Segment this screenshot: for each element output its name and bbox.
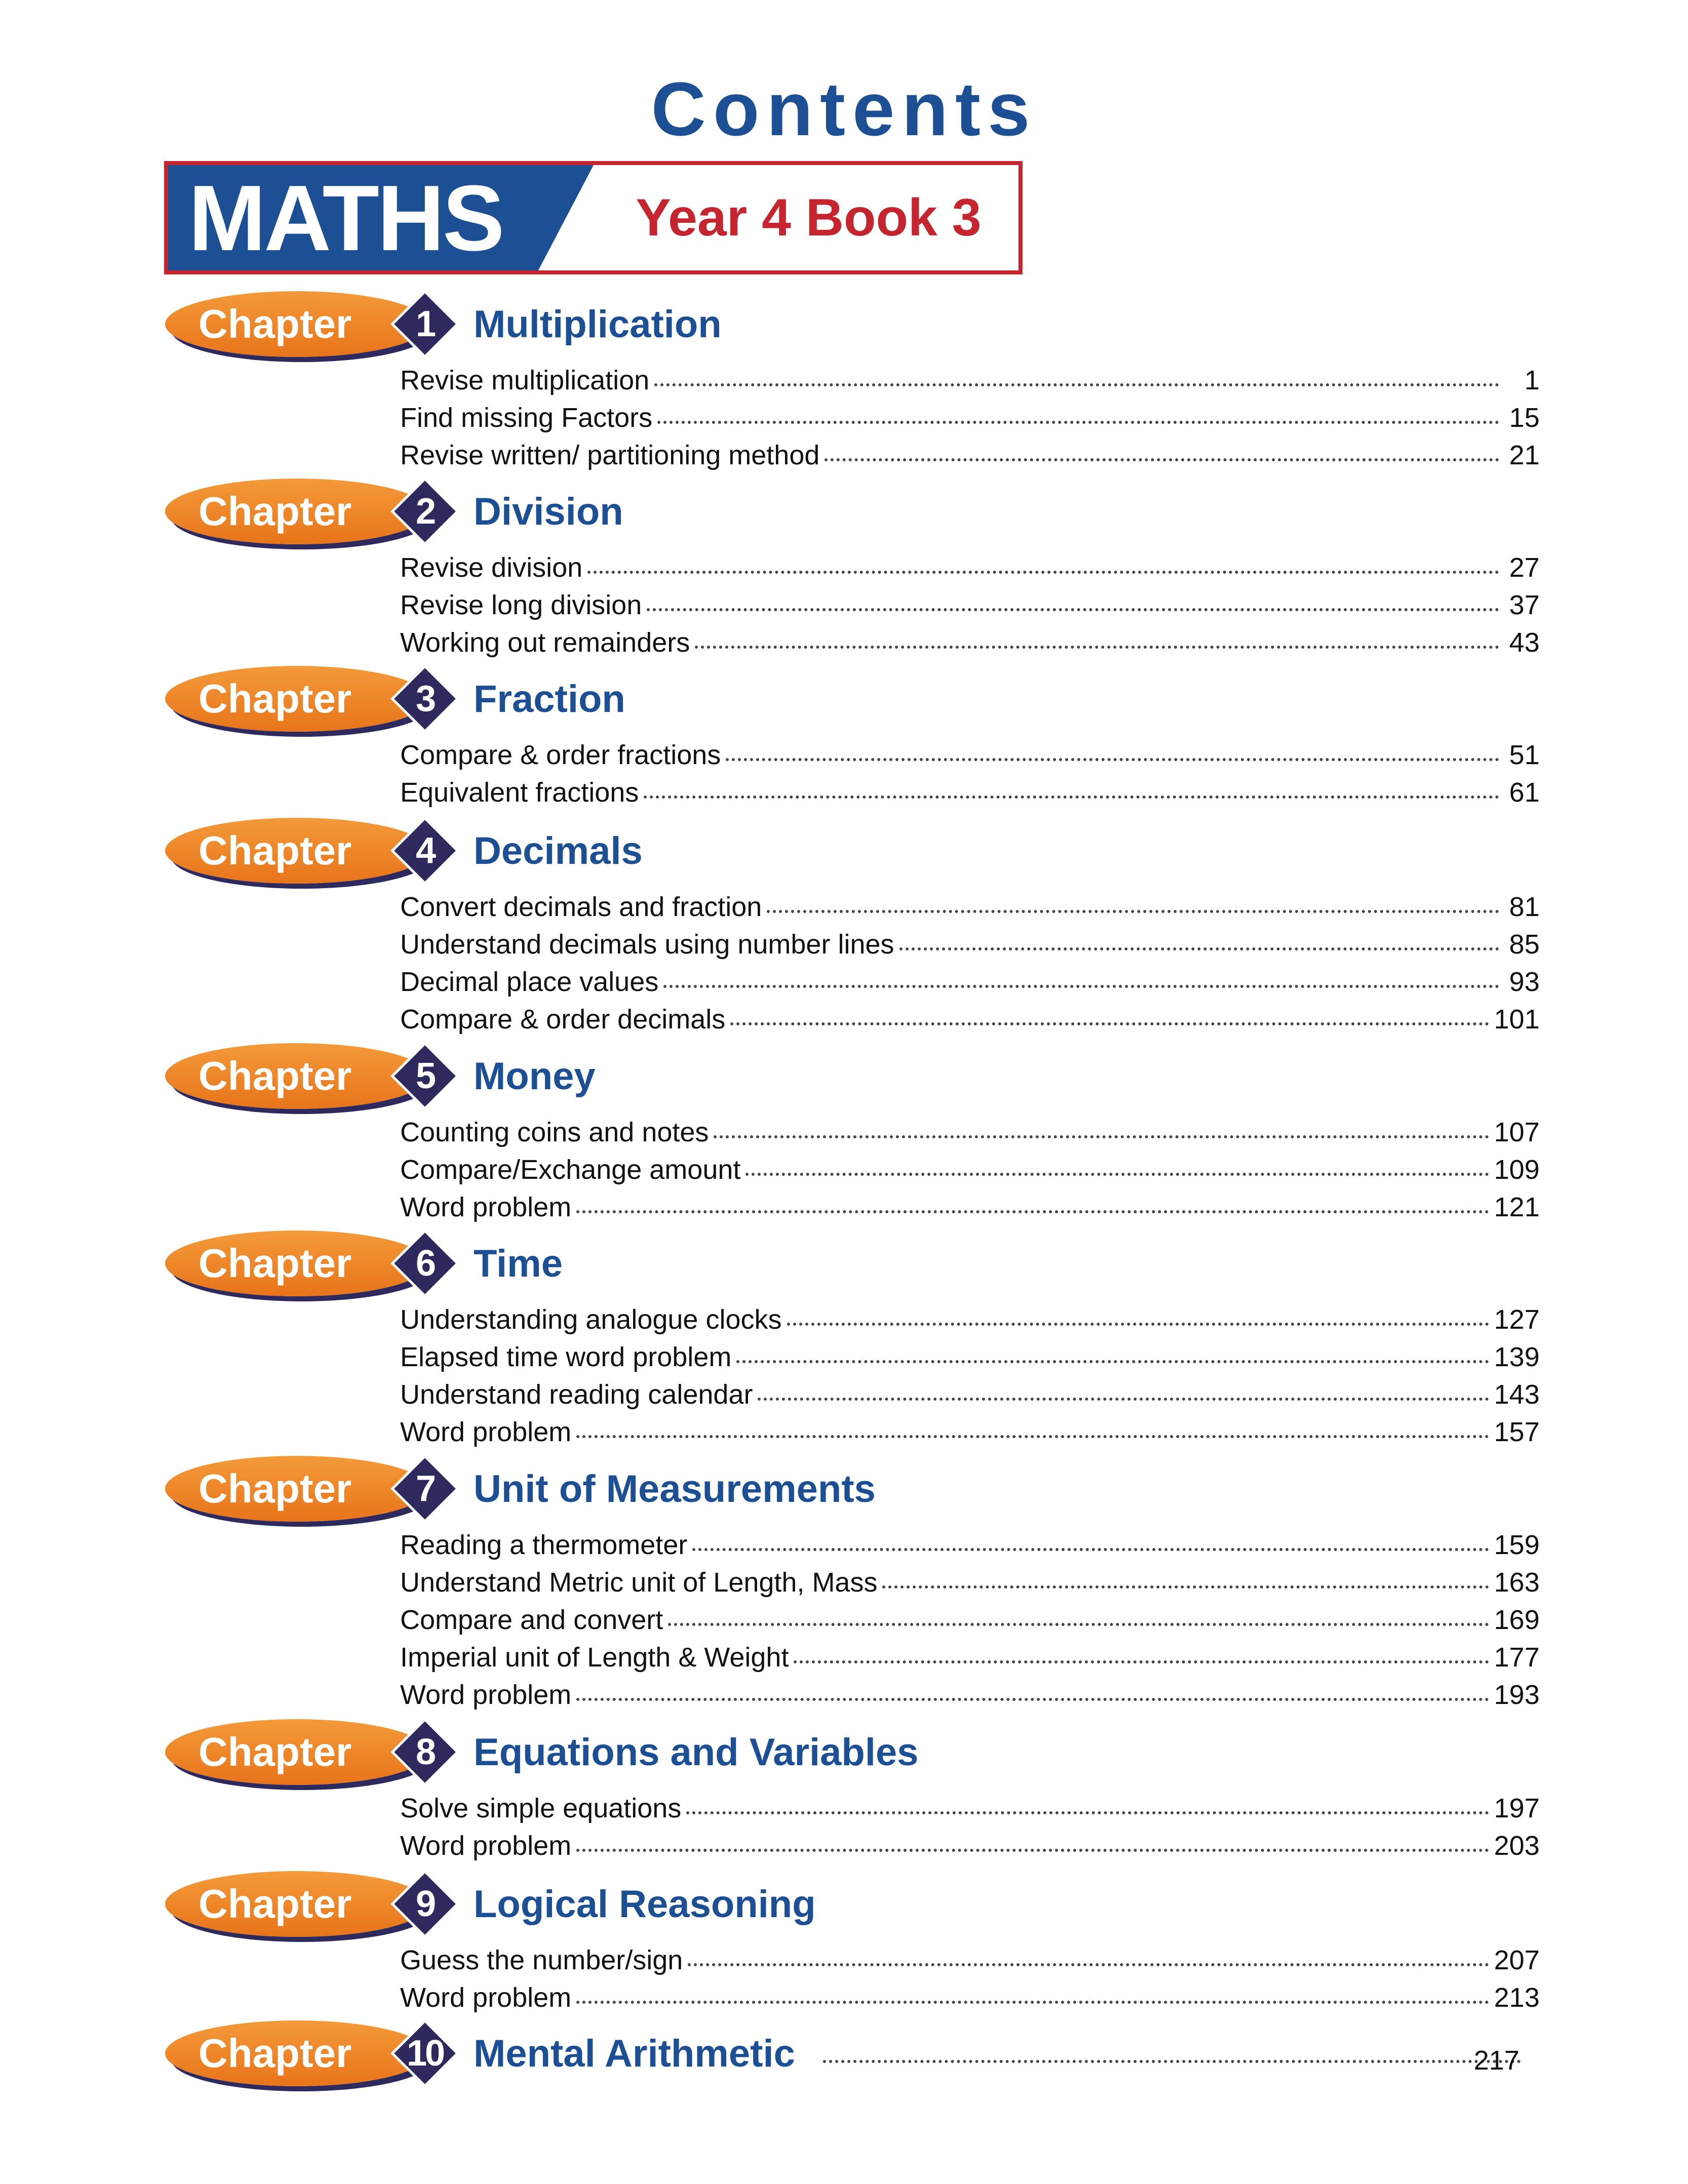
topic-name: Guess the number/sign: [400, 1945, 683, 1975]
topic-name: Revise long division: [400, 590, 642, 620]
topic-page: 81: [1509, 892, 1540, 922]
dot-leader: [576, 1210, 1489, 1213]
topic-name: Elapsed time word problem: [400, 1342, 732, 1372]
topic-page: 163: [1494, 1567, 1540, 1598]
topic-name: Word problem: [400, 1680, 572, 1710]
dot-leader: [758, 1398, 1488, 1401]
topic-item: [400, 1604, 1540, 1642]
chapter-title: Equations and Variables: [474, 1730, 919, 1774]
topic-name: Word problem: [400, 1192, 572, 1222]
chapter-label: Chapter: [198, 1729, 352, 1774]
topic-name: Revise multiplication: [400, 365, 650, 395]
dot-leader: [576, 2001, 1489, 2004]
chapter-number-badge: [395, 821, 455, 881]
topic-name: Compare & order decimals: [400, 1004, 726, 1035]
chapter-page: 217: [1474, 2045, 1520, 2076]
chapter-number-badge: [395, 482, 455, 541]
topic-list: [400, 552, 1540, 664]
topic-item: [400, 1154, 1540, 1192]
dot-leader: [899, 947, 1499, 950]
topic-item: [400, 1642, 1540, 1679]
chapter-title: Time: [474, 1242, 563, 1285]
topic-page: 157: [1494, 1417, 1540, 1447]
topic-name: Understanding analogue clocks: [400, 1304, 782, 1335]
topic-page: 93: [1509, 967, 1540, 997]
topic-name: Compare/Exchange amount: [400, 1155, 741, 1185]
topic-name: Reading a thermometer: [400, 1530, 688, 1560]
topic-page: 197: [1494, 1793, 1540, 1823]
topic-item: [400, 552, 1540, 589]
topic-name: Solve simple equations: [400, 1793, 682, 1823]
dot-leader: [587, 571, 1499, 574]
topic-page: 193: [1494, 1680, 1540, 1710]
chapter-number-badge: [395, 1722, 455, 1782]
dot-leader: [654, 383, 1499, 386]
chapter-number: 2: [415, 491, 435, 532]
dot-leader: [692, 1548, 1489, 1551]
chapter-title: Multiplication: [474, 302, 722, 346]
topic-name: Word problem: [400, 1417, 572, 1447]
topic-item: [400, 929, 1540, 966]
topic-page: 121: [1494, 1192, 1540, 1222]
chapter-title: Fraction: [474, 677, 625, 721]
dot-leader: [576, 1435, 1489, 1438]
chapter-number: 10: [406, 2033, 444, 2074]
dot-leader: [787, 1323, 1489, 1326]
topic-name: Convert decimals and fraction: [400, 892, 762, 922]
dot-leader: [767, 910, 1499, 913]
chapter-title: Division: [474, 490, 623, 533]
chapter-label: Chapter: [198, 676, 352, 721]
topic-item: [400, 1944, 1540, 1982]
topic-page: 127: [1494, 1304, 1540, 1335]
chapter-number-badge: [395, 1874, 455, 1934]
topic-item: [400, 627, 1540, 664]
topic-item: [400, 966, 1540, 1004]
topic-page: 51: [1509, 740, 1540, 770]
topic-page: 143: [1494, 1379, 1540, 1410]
chapter-number: 9: [415, 1884, 435, 1924]
dot-leader: [825, 458, 1499, 461]
chapter-number: 1: [415, 304, 435, 344]
dot-leader: [576, 1849, 1489, 1852]
dot-leader: [882, 1585, 1488, 1589]
dot-leader: [745, 1173, 1489, 1176]
chapter-number-badge: [395, 1234, 455, 1293]
topic-page: 159: [1494, 1530, 1540, 1560]
topic-item: [400, 1416, 1540, 1454]
topic-item: [400, 1379, 1540, 1416]
topic-list: [400, 739, 1540, 814]
topic-page: 203: [1494, 1831, 1540, 1861]
topic-page: 207: [1494, 1945, 1540, 1975]
dot-leader: [657, 421, 1499, 424]
dot-leader: [576, 1698, 1489, 1701]
chapter-pill: [165, 291, 428, 357]
dot-leader: [663, 985, 1499, 988]
chapter-pill: [165, 1871, 428, 1937]
topic-item: [400, 739, 1540, 777]
banner-subject: MATHS: [188, 166, 503, 270]
dot-leader: [647, 608, 1499, 611]
topic-page: 61: [1509, 777, 1540, 808]
topic-page: 169: [1494, 1605, 1540, 1635]
topic-item: [400, 1679, 1540, 1717]
dot-leader: [688, 1963, 1489, 1966]
chapter-title: Unit of Measurements: [474, 1467, 876, 1511]
topic-name: Compare & order fractions: [400, 740, 721, 770]
chapter-number-badge: [395, 1459, 455, 1519]
topic-page: 21: [1509, 440, 1540, 470]
dot-leader: [794, 1660, 1488, 1663]
topic-item: [400, 1567, 1540, 1604]
dot-leader: [726, 758, 1499, 761]
topic-name: Equivalent fractions: [400, 777, 639, 808]
topic-item: [400, 1004, 1540, 1041]
chapter-title: Decimals: [474, 829, 643, 872]
topic-page: 139: [1494, 1342, 1540, 1372]
topic-item: [400, 1529, 1540, 1567]
chapter-number: 7: [415, 1468, 435, 1509]
chapter-pill: [165, 1456, 428, 1522]
topic-name: Word problem: [400, 1831, 572, 1861]
topic-page: 15: [1509, 403, 1540, 433]
chapter-number-badge: [395, 294, 455, 354]
topic-name: Word problem: [400, 1982, 572, 2013]
topic-page: 1: [1524, 365, 1540, 395]
dot-leader: [714, 1135, 1488, 1138]
topic-item: [400, 777, 1540, 814]
topic-name: Find missing Factors: [400, 403, 653, 433]
topic-name: Revise written/ partitioning method: [400, 440, 820, 470]
chapter-pill: [165, 1719, 428, 1785]
topic-list: [400, 1793, 1540, 1868]
chapter-pill: [165, 818, 428, 884]
book-banner: [164, 161, 1023, 274]
topic-list: [400, 365, 1540, 477]
banner-book: Year 4 Book 3: [636, 188, 982, 247]
topic-page: 107: [1494, 1117, 1540, 1147]
topic-name: Working out remainders: [400, 627, 690, 658]
dot-leader: [823, 2060, 1521, 2063]
topic-page: 177: [1494, 1642, 1540, 1673]
topic-list: [400, 891, 1540, 1041]
topic-item: [400, 365, 1540, 402]
topic-name: Counting coins and notes: [400, 1117, 709, 1147]
chapter-label: Chapter: [198, 1241, 352, 1286]
chapter-title: Logical Reasoning: [474, 1882, 816, 1926]
topic-page: 37: [1509, 590, 1540, 620]
page-title: Contents: [651, 66, 1037, 151]
topic-name: Understand reading calendar: [400, 1379, 753, 1410]
topic-name: Imperial unit of Length & Weight: [400, 1642, 789, 1673]
chapter-number-badge: [395, 1046, 455, 1106]
chapter-title: Money: [474, 1054, 596, 1098]
topic-list: [400, 1529, 1540, 1717]
topic-name: Decimal place values: [400, 967, 659, 997]
topic-list: [400, 1117, 1540, 1229]
chapter-label: Chapter: [198, 1881, 352, 1926]
chapter-label: Chapter: [198, 1466, 352, 1511]
dot-leader: [695, 646, 1499, 649]
chapter-label: Chapter: [198, 2031, 352, 2076]
chapter-number-badge: [395, 2023, 455, 2083]
topic-item: [400, 1793, 1540, 1830]
topic-item: [400, 402, 1540, 440]
topic-list: [400, 1304, 1540, 1454]
topic-page: 43: [1509, 627, 1540, 658]
dot-leader: [668, 1623, 1489, 1626]
topic-item: [400, 1982, 1540, 2019]
chapter-label: Chapter: [198, 828, 352, 873]
topic-page: 109: [1494, 1155, 1540, 1185]
chapter-number: 8: [415, 1732, 435, 1772]
topic-page: 213: [1494, 1982, 1540, 2013]
chapter-number: 4: [415, 830, 435, 871]
chapter-number-badge: [395, 669, 455, 729]
topic-item: [400, 891, 1540, 929]
topic-list: [400, 1944, 1540, 2019]
chapter-number: 3: [415, 679, 435, 719]
topic-item: [400, 1117, 1540, 1154]
dot-leader: [686, 1811, 1489, 1814]
dot-leader: [644, 796, 1499, 799]
dot-leader: [730, 1022, 1489, 1025]
chapter-title: Mental Arithmetic: [474, 2032, 795, 2075]
topic-name: Understand decimals using number lines: [400, 929, 894, 960]
topic-name: Compare and convert: [400, 1605, 663, 1635]
topic-name: Understand Metric unit of Length, Mass: [400, 1567, 878, 1598]
dot-leader: [736, 1360, 1489, 1363]
chapter-pill: [165, 1230, 428, 1296]
topic-page: 85: [1509, 929, 1540, 960]
chapter-label: Chapter: [198, 301, 352, 346]
topic-name: Revise division: [400, 552, 583, 583]
chapter-pill: [165, 479, 428, 544]
chapter-label: Chapter: [198, 489, 352, 534]
chapter-pill: [165, 1043, 428, 1109]
chapter-pill: [165, 666, 428, 732]
topic-item: [400, 1830, 1540, 1868]
chapter-number: 5: [415, 1056, 435, 1096]
topic-item: [400, 589, 1540, 627]
topic-page: 27: [1509, 552, 1540, 583]
topic-item: [400, 1304, 1540, 1341]
topic-item: [400, 440, 1540, 477]
topic-page: 101: [1494, 1004, 1540, 1035]
chapter-pill: [165, 2020, 428, 2086]
chapter-label: Chapter: [198, 1053, 352, 1098]
chapter-number: 6: [415, 1243, 435, 1284]
topic-item: [400, 1192, 1540, 1229]
topic-item: [400, 1341, 1540, 1379]
